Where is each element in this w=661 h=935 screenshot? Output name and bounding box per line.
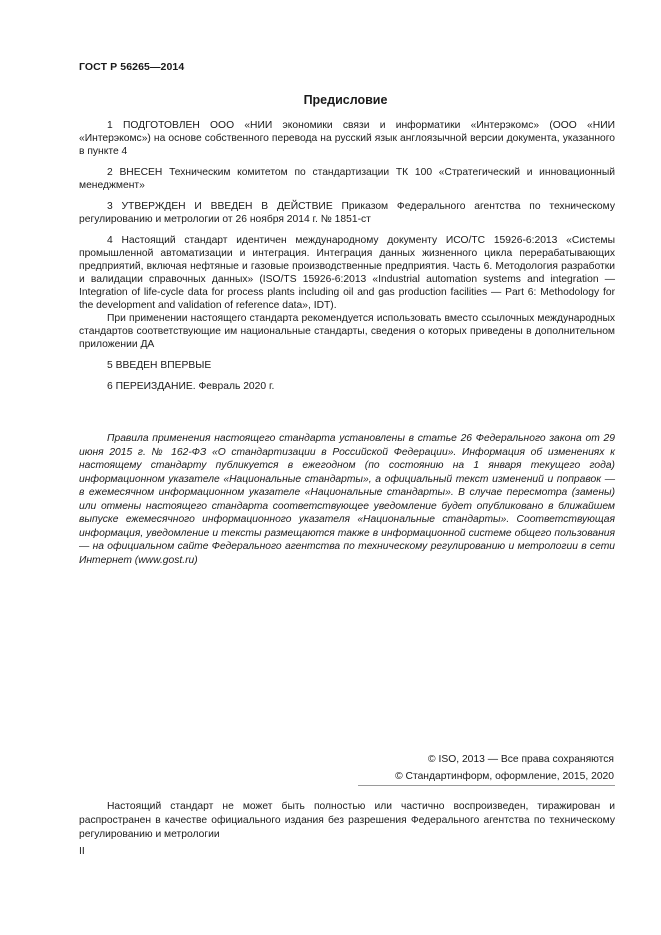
foreword-item-4-note: При применении настоящего стандарта рекомендуется использовать вместо ссылочных международных стандартов соответствующие им национальные стандарты, сведения о которых приведены в дополнительном приложении ДА: [79, 313, 615, 350]
rules-notice-text: Правила применения настоящего стандарта установлены в статье 26 Федерального закона от 29 июня 2015 г. № 162-ФЗ «О стандартизации в Российской Федерации». Информация об изменениях к настоящему стандарту публикуется в ежегодном (по состоянию на 1 января текущего года) информационном указателе «Национальные стандарты», а официальный текст изменений и поправок — в ежемесячном информационном указателе «Национальные стандарты». В случае пересмотра (замены) или отмены настоящего стандарта соответствующее уведомление будет опубликовано в ближайшем выпуске ежемесячного информационного указателя «Национальные стандарты». Соответствующая информация, уведомление и тексты размещаются также в информационной системе общего пользования — на официальном сайте Федерального агентства по техническому регулированию и метрологии в сети Интернет (www.gost.ru): [79, 433, 615, 566]
foreword-item-6: 6 ПЕРЕИЗДАНИЕ. Февраль 2020 г.: [107, 381, 275, 392]
foreword-item-4: 4 Настоящий стандарт идентичен международному документу ИСО/ТС 15926-6:2013 «Системы промышленной автоматизации и интеграция. Интеграция данных жизненного цикла перерабатывающих предприятий, включая нефтяные и газовые производственные предприятия. Часть 6. Методология разработки и валидации справочных данных» (ISO/TS 15926-6:2013 «Industrial automation systems and integration — Integration of life-cycle data for process plants including oil and gas production facilities — Part 6: Methodology for the development and validation of reference data», IDT).: [79, 235, 615, 311]
reproduction-notice-text: Настоящий стандарт не может быть полностью или частично воспроизведен, тиражирован и распространен в качестве официального издания без разрешения Федерального агентства по техническому регулированию и метрологии: [79, 801, 615, 840]
rules-notice: [79, 432, 615, 567]
copyright-iso: © ISO, 2013 — Все права сохраняются: [428, 754, 614, 765]
standard-code: ГОСТ Р 56265—2014: [79, 61, 185, 73]
foreword-item-1: 1 ПОДГОТОВЛЕН ООО «НИИ экономики связи и информатики «Интерэкомс» (ООО «НИИ «Интерэкомс») на основе собственного перевода на русский язык англоязычной версии документа, указанного в пункте 4: [79, 120, 615, 157]
copyright-standartinform: © Стандартинформ, оформление, 2015, 2020: [395, 771, 614, 782]
page-number: II: [79, 846, 85, 857]
foreword-item-2: 2 ВНЕСЕН Техническим комитетом по стандартизации ТК 100 «Стратегический и инновационный менеджмент»: [79, 167, 615, 191]
page-title: Предисловие: [303, 93, 388, 107]
foreword-item-5: 5 ВВЕДЕН ВПЕРВЫЕ: [107, 360, 212, 371]
foreword-item-3: 3 УТВЕРЖДЕН И ВВЕДЕН В ДЕЙСТВИЕ Приказом Федерального агентства по техническому регулированию и метрологии от 26 ноября 2014 г. № 1851-ст: [79, 201, 615, 225]
foreword-body: [79, 119, 615, 393]
divider-line: [358, 785, 615, 786]
reproduction-notice: [79, 800, 615, 842]
